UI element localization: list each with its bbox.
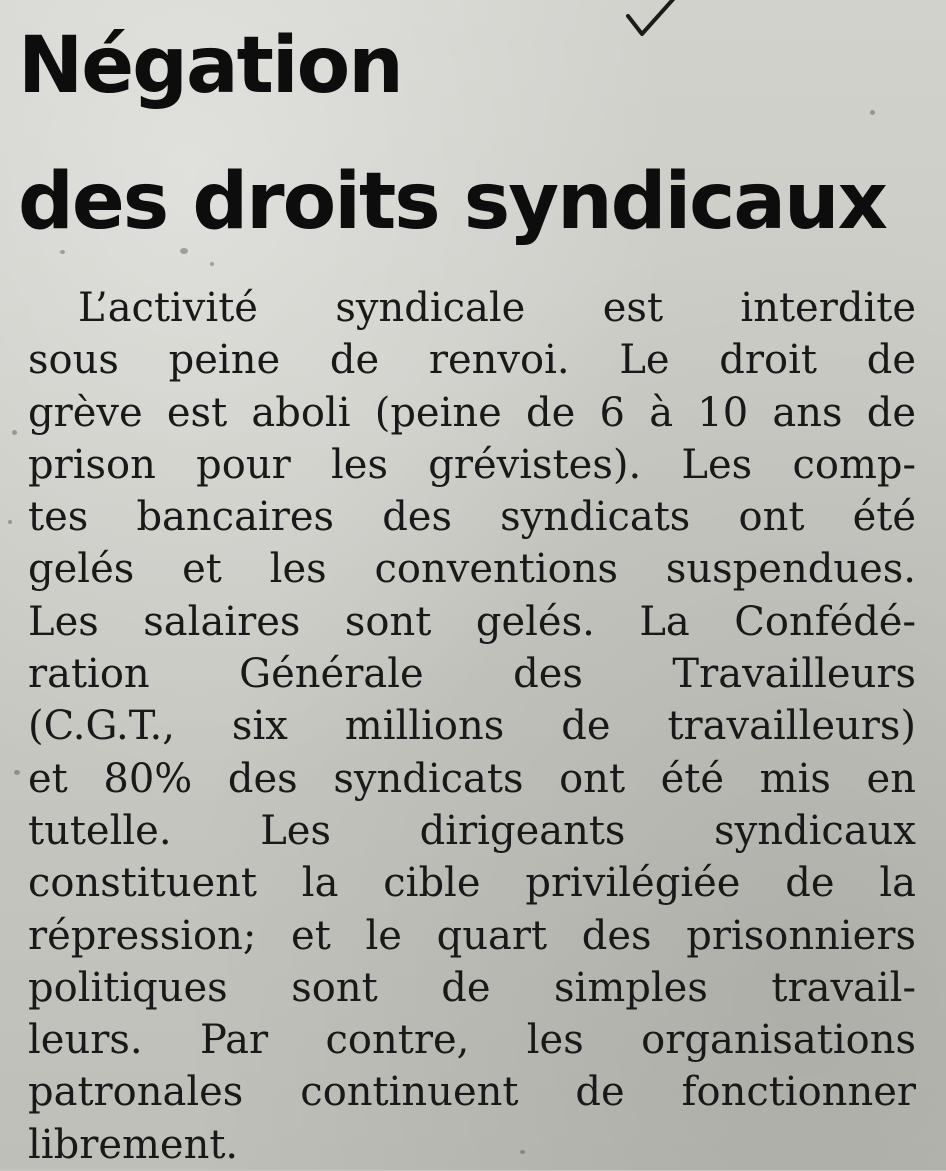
headline-line-1: Négation xyxy=(18,21,402,111)
article-line: leurs. Par contre, les organisations xyxy=(28,1017,916,1064)
article-line: politiques sont de simples travail- xyxy=(28,964,916,1011)
article-line: (C.G.T., six millions de travailleurs) xyxy=(28,703,916,750)
article-line: ration Générale des Travailleurs xyxy=(28,651,916,698)
paper-speck xyxy=(210,262,214,266)
checkmark-icon xyxy=(622,0,682,46)
paper-speck xyxy=(180,248,188,254)
article-line: répression; et le quart des prisonniers xyxy=(28,912,916,959)
article-line: librement. xyxy=(28,1121,239,1168)
article-line: patronales continuent de fonctionner xyxy=(28,1069,916,1116)
article-line: L’activité syndicale est interdite xyxy=(78,285,916,331)
paper-speck xyxy=(60,250,65,254)
article-line: constituent la cible privilégiée de la xyxy=(28,860,916,907)
paper-speck xyxy=(12,430,17,435)
article-body xyxy=(28,282,916,1171)
article-line: tutelle. Les dirigeants syndicaux xyxy=(28,807,916,854)
paper-speck xyxy=(14,770,20,775)
paper-speck xyxy=(8,520,12,524)
article-line: gelés et les conventions suspendues. xyxy=(28,546,916,593)
article-line: sous peine de renvoi. Le droit de xyxy=(28,337,916,384)
article-line: tes bancaires des syndicats ont été xyxy=(28,494,916,541)
article-line: Les salaires sont gelés. La Confédé- xyxy=(28,598,916,645)
article-line: grève est aboli (peine de 6 à 10 ans de xyxy=(28,389,916,436)
paper-speck xyxy=(870,110,875,115)
paper-speck xyxy=(520,1150,525,1154)
headline-line-2: des droits syndicaux xyxy=(18,157,886,247)
article-line: prison pour les grévistes). Les comp- xyxy=(28,441,916,488)
article-line: et 80% des syndicats ont été mis en xyxy=(28,755,916,802)
